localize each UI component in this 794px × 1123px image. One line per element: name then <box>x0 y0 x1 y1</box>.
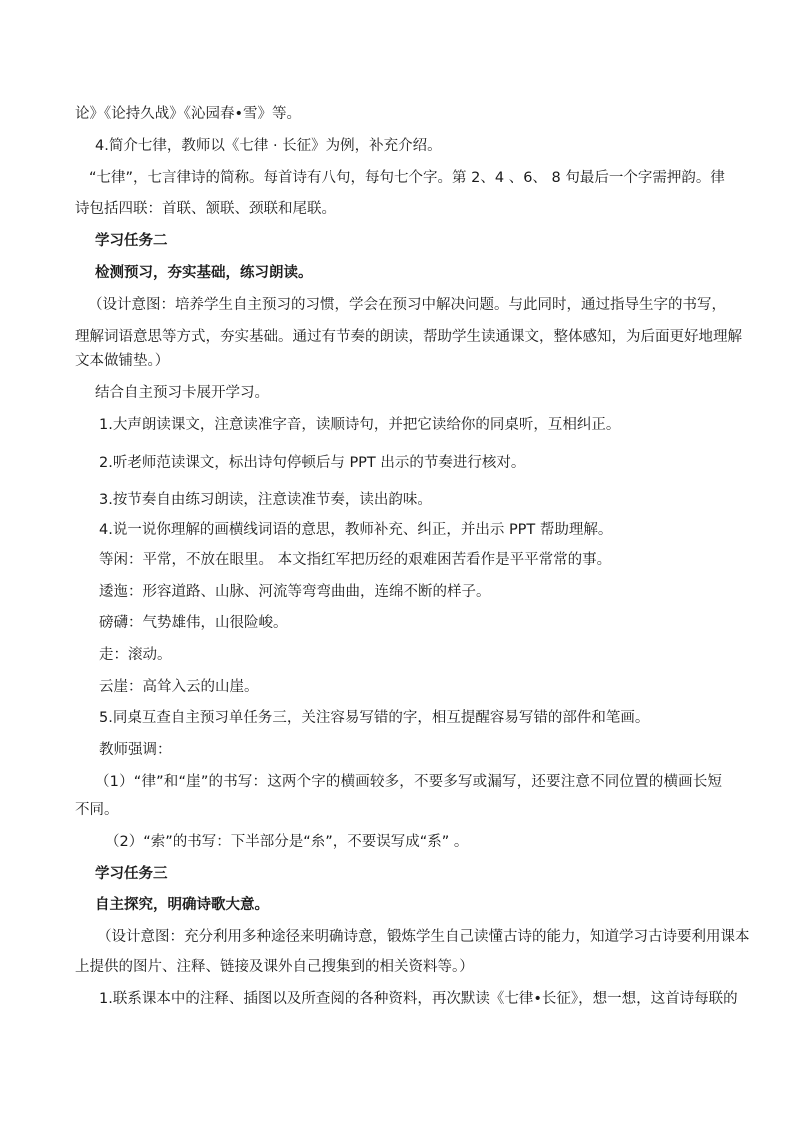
text-line: 3.按节奏自由练习朗读，注意读准节奏，读出韵味。 <box>99 492 432 508</box>
text-line: 论》《论持久战》《沁园春•雪》等。 <box>75 106 302 122</box>
text-line: “七律”，七言律诗的简称。每首诗有八句，每句七个字。第 2、4 、6、 8 句最后一个字需押韵。律 <box>89 170 725 186</box>
text-line: 云崖：高耸入云的山崖。 <box>99 679 259 695</box>
text-line: 上提供的图片、注释、链接及课外自己搜集到的相关资料等。） <box>75 959 474 975</box>
text-line: 教师强调： <box>99 742 172 758</box>
text-line: （1）“律”和“崖”的书写：这两个字的横画较多，不要多写或漏写，还要注意不同位置的横画长短 <box>95 774 722 790</box>
text-line: 等闲：平常，不放在眼里。 本文指红军把历经的艰难困苦看作是平平常常的事。 <box>99 552 612 568</box>
text-line: 理解词语意思等方式，夯实基础。通过有节奏的朗读，帮助学生读通课文，整体感知，为后面更好地理解 <box>75 329 742 345</box>
section-heading: 学习任务三 <box>95 866 168 882</box>
text-line: 1.联系课本中的注释、插图以及所查阅的各种资料，再次默读《七律•长征》，想一想，这首诗每联的 <box>99 991 738 1007</box>
text-line: 不同。 <box>75 802 119 818</box>
text-line: 诗包括四联：首联、颔联、颈联和尾联。 <box>75 201 336 217</box>
text-line: 磅礴：气势雄伟，山很险峻。 <box>99 615 288 631</box>
section-heading: 学习任务二 <box>95 233 168 249</box>
text-line: 5.同桌互查自主预习单任务三，关注容易写错的字，相互提醒容易写错的部件和笔画。 <box>99 710 650 726</box>
text-line: 走：滚动。 <box>99 647 172 663</box>
text-line: 4.说一说你理解的画横线词语的意思，教师补充、纠正，并出示 PPT 帮助理解。 <box>99 522 613 538</box>
text-line: 4.简介七律，教师以《七律 · 长征》为例，补充介绍。 <box>95 138 442 154</box>
text-line: 文本做铺垫。） <box>75 353 170 369</box>
text-line: 2.听老师范读课文，标出诗句停顿后与 PPT 出示的节奏进行核对。 <box>99 455 526 471</box>
text-line: 逶迤：形容道路、山脉、河流等弯弯曲曲，连绵不断的样子。 <box>99 584 491 600</box>
text-line: （设计意图：充分利用多种途径来明确诗意，锻炼学生自己读懂古诗的能力，知道学习古诗要利用课本 <box>97 929 750 945</box>
text-line: （2）“索”的书写：下半部分是“糸”，不要误写成“系” 。 <box>105 834 469 850</box>
text-line: （设计意图：培养学生自主预习的习惯，学会在预习中解决问题。与此同时，通过指导生字的书写， <box>88 297 726 313</box>
section-subheading: 检测预习，夯实基础，练习朗读。 <box>95 265 313 281</box>
section-subheading: 自主探究，明确诗歌大意。 <box>95 897 269 913</box>
text-line: 结合自主预习卡展开学习。 <box>95 385 269 401</box>
text-line: 1.大声朗读课文，注意读准字音，读顺诗句，并把它读给你的同桌听，互相纠正。 <box>99 417 621 433</box>
